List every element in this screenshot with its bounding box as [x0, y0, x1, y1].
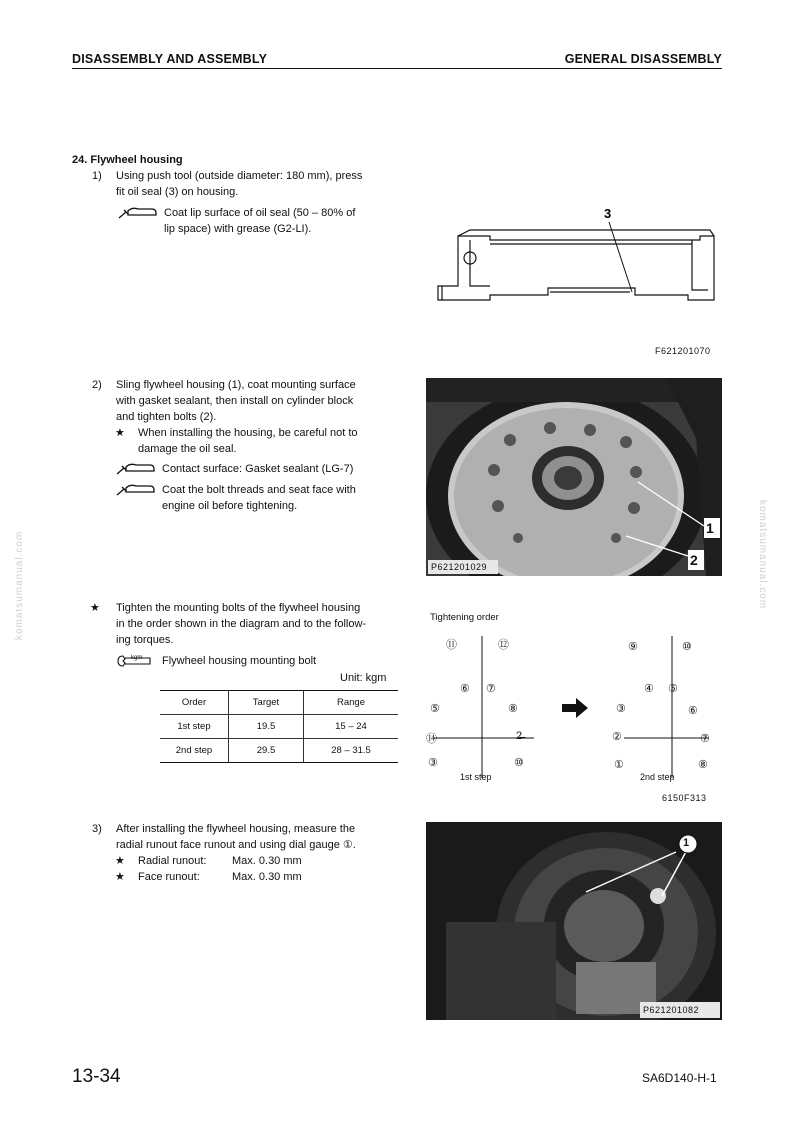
photo1-callout-2: 2 [690, 552, 698, 568]
right-bolt-6: ⑥ [688, 705, 698, 717]
step3-star-radial: ★ [115, 855, 125, 867]
tighten-line2: in the order shown in the diagram and to the follow- [116, 618, 367, 630]
step2-line3: and tighten bolts (2). [116, 411, 217, 423]
diagram-title: Tightening order [430, 612, 499, 623]
figure1-callout: 3 [604, 206, 612, 221]
step1-text [116, 168, 406, 200]
photo1-caption: P621201029 [431, 562, 488, 572]
watermark-right: komatsumanual.com [757, 500, 768, 610]
table-header-row [160, 691, 398, 715]
header-chapter-title: GENERAL DISASSEMBLY [564, 52, 722, 66]
oil-seal-drawing [430, 200, 725, 312]
left-bolt-11: ⑪ [446, 639, 457, 651]
face-runout-value: Max. 0.30 mm [232, 871, 302, 883]
step2-warning [138, 425, 400, 457]
radial-runout-value: Max. 0.30 mm [232, 855, 302, 867]
header-rule [72, 68, 722, 69]
table-row [160, 715, 398, 739]
row1-order: 1st step [160, 715, 229, 739]
right-bolt-3: ③ [616, 703, 626, 715]
photo1-callout-1: 1 [706, 520, 714, 536]
left-bolt-10: ⑩ [514, 757, 524, 769]
step1-line2: fit oil seal (3) on housing. [116, 186, 239, 198]
step1-line1: Using push tool (outside diameter: 180 mm), press [116, 170, 363, 182]
right-bolt-9: ⑨ [628, 641, 638, 653]
step2-warn-line2: damage the oil seal. [138, 443, 237, 455]
col-range: Range [304, 691, 399, 715]
step1-note [164, 205, 404, 237]
watermark-left: komatsumanual.com [14, 530, 25, 640]
figure1-caption: F621201070 [655, 346, 711, 356]
dial-gauge-photo [426, 822, 722, 1020]
bolt-label: Flywheel housing mounting bolt [162, 655, 317, 667]
page-number: 13-34 [72, 1066, 121, 1087]
tighten-line3: ing torques. [116, 634, 174, 646]
step2-coat [162, 482, 400, 514]
col-order: Order [160, 691, 229, 715]
step2-warn-line1: When installing the housing, be careful not to [138, 427, 358, 439]
left-bolt-14: ⑭ [426, 733, 437, 745]
step2-coat-line2: engine oil before tightening. [162, 500, 298, 512]
grease-gun-icon [118, 206, 158, 225]
torque-table [160, 690, 398, 763]
table-row [160, 739, 398, 763]
step2-contact: Contact surface: Gasket sealant (LG-7) [162, 463, 354, 475]
step2-coat-line1: Coat the bolt threads and seat face with [162, 484, 356, 496]
diagram-caption: 6150F313 [662, 793, 707, 803]
step2-number: 2) [92, 379, 102, 391]
right-bolt-1: ① [614, 759, 624, 771]
step2-diagram-label: 2nd step [640, 772, 675, 782]
left-bolt-12: ⑫ [498, 639, 509, 651]
right-bolt-5: ⑤ [668, 683, 678, 695]
step1-diagram-label: 1st step [460, 772, 492, 782]
row2-range: 28 – 31.5 [304, 739, 399, 763]
flywheel-housing-photo [426, 378, 722, 576]
right-bolt-4: ④ [644, 683, 654, 695]
step3-line2: radial runout face runout and using dial gauge ①. [116, 839, 356, 851]
row1-target: 19.5 [229, 715, 304, 739]
oil-can-icon [116, 483, 156, 502]
torque-wrench-icon [116, 654, 152, 666]
left-bolt-8: ⑧ [508, 703, 518, 715]
row2-order: 2nd step [160, 739, 229, 763]
left-bolt-7: ⑦ [486, 683, 496, 695]
right-bolt-10: ⑩ [682, 641, 692, 653]
left-bolt-5: ⑤ [430, 703, 440, 715]
header-section-title: DISASSEMBLY AND ASSEMBLY [72, 52, 268, 66]
left-bolt-3: ③ [428, 757, 438, 769]
right-bolt-2: ② [612, 731, 622, 743]
model-code: SA6D140-H-1 [642, 1071, 717, 1085]
step3-star-face: ★ [115, 871, 125, 883]
step2-star: ★ [115, 427, 125, 439]
step1-number: 1) [92, 170, 102, 182]
step2-line2: with gasket sealant, then install on cylinder block [116, 395, 354, 407]
step2-line1: Sling flywheel housing (1), coat mounting surface [116, 379, 356, 391]
face-runout-label: Face runout: [138, 871, 200, 883]
left-bolt-2: 2̶ [516, 730, 523, 742]
col-target: Target [229, 691, 304, 715]
step3-number: 3) [92, 823, 102, 835]
left-bolt-6: ⑥ [460, 683, 470, 695]
photo2-caption: P621201082 [643, 1005, 700, 1015]
step2-text [116, 377, 406, 425]
torque-unit: Unit: kgm [340, 672, 387, 684]
photo2-callout: 1 [683, 837, 690, 849]
tighten-star: ★ [90, 602, 100, 614]
section-title: 24. Flywheel housing [72, 154, 183, 166]
step3-text [116, 821, 406, 853]
tighten-line1: Tighten the mounting bolts of the flywheel housing [116, 602, 361, 614]
torque-wrench-label: kgm [131, 655, 143, 661]
tighten-text [116, 600, 406, 648]
step3-line1: After installing the flywheel housing, measure the [116, 823, 356, 835]
arrow-icon [562, 698, 588, 718]
row2-target: 29.5 [229, 739, 304, 763]
right-bolt-8: ⑧ [698, 759, 708, 771]
row1-range: 15 – 24 [304, 715, 399, 739]
step1-note-line2: lip space) with grease (G2-LI). [164, 223, 312, 235]
tightening-order-diagram [424, 628, 724, 788]
right-bolt-7: ⑦ [700, 733, 710, 745]
radial-runout-label: Radial runout: [138, 855, 207, 867]
step1-note-line1: Coat lip surface of oil seal (50 – 80% of [164, 207, 356, 219]
sealant-gun-icon [116, 462, 156, 481]
